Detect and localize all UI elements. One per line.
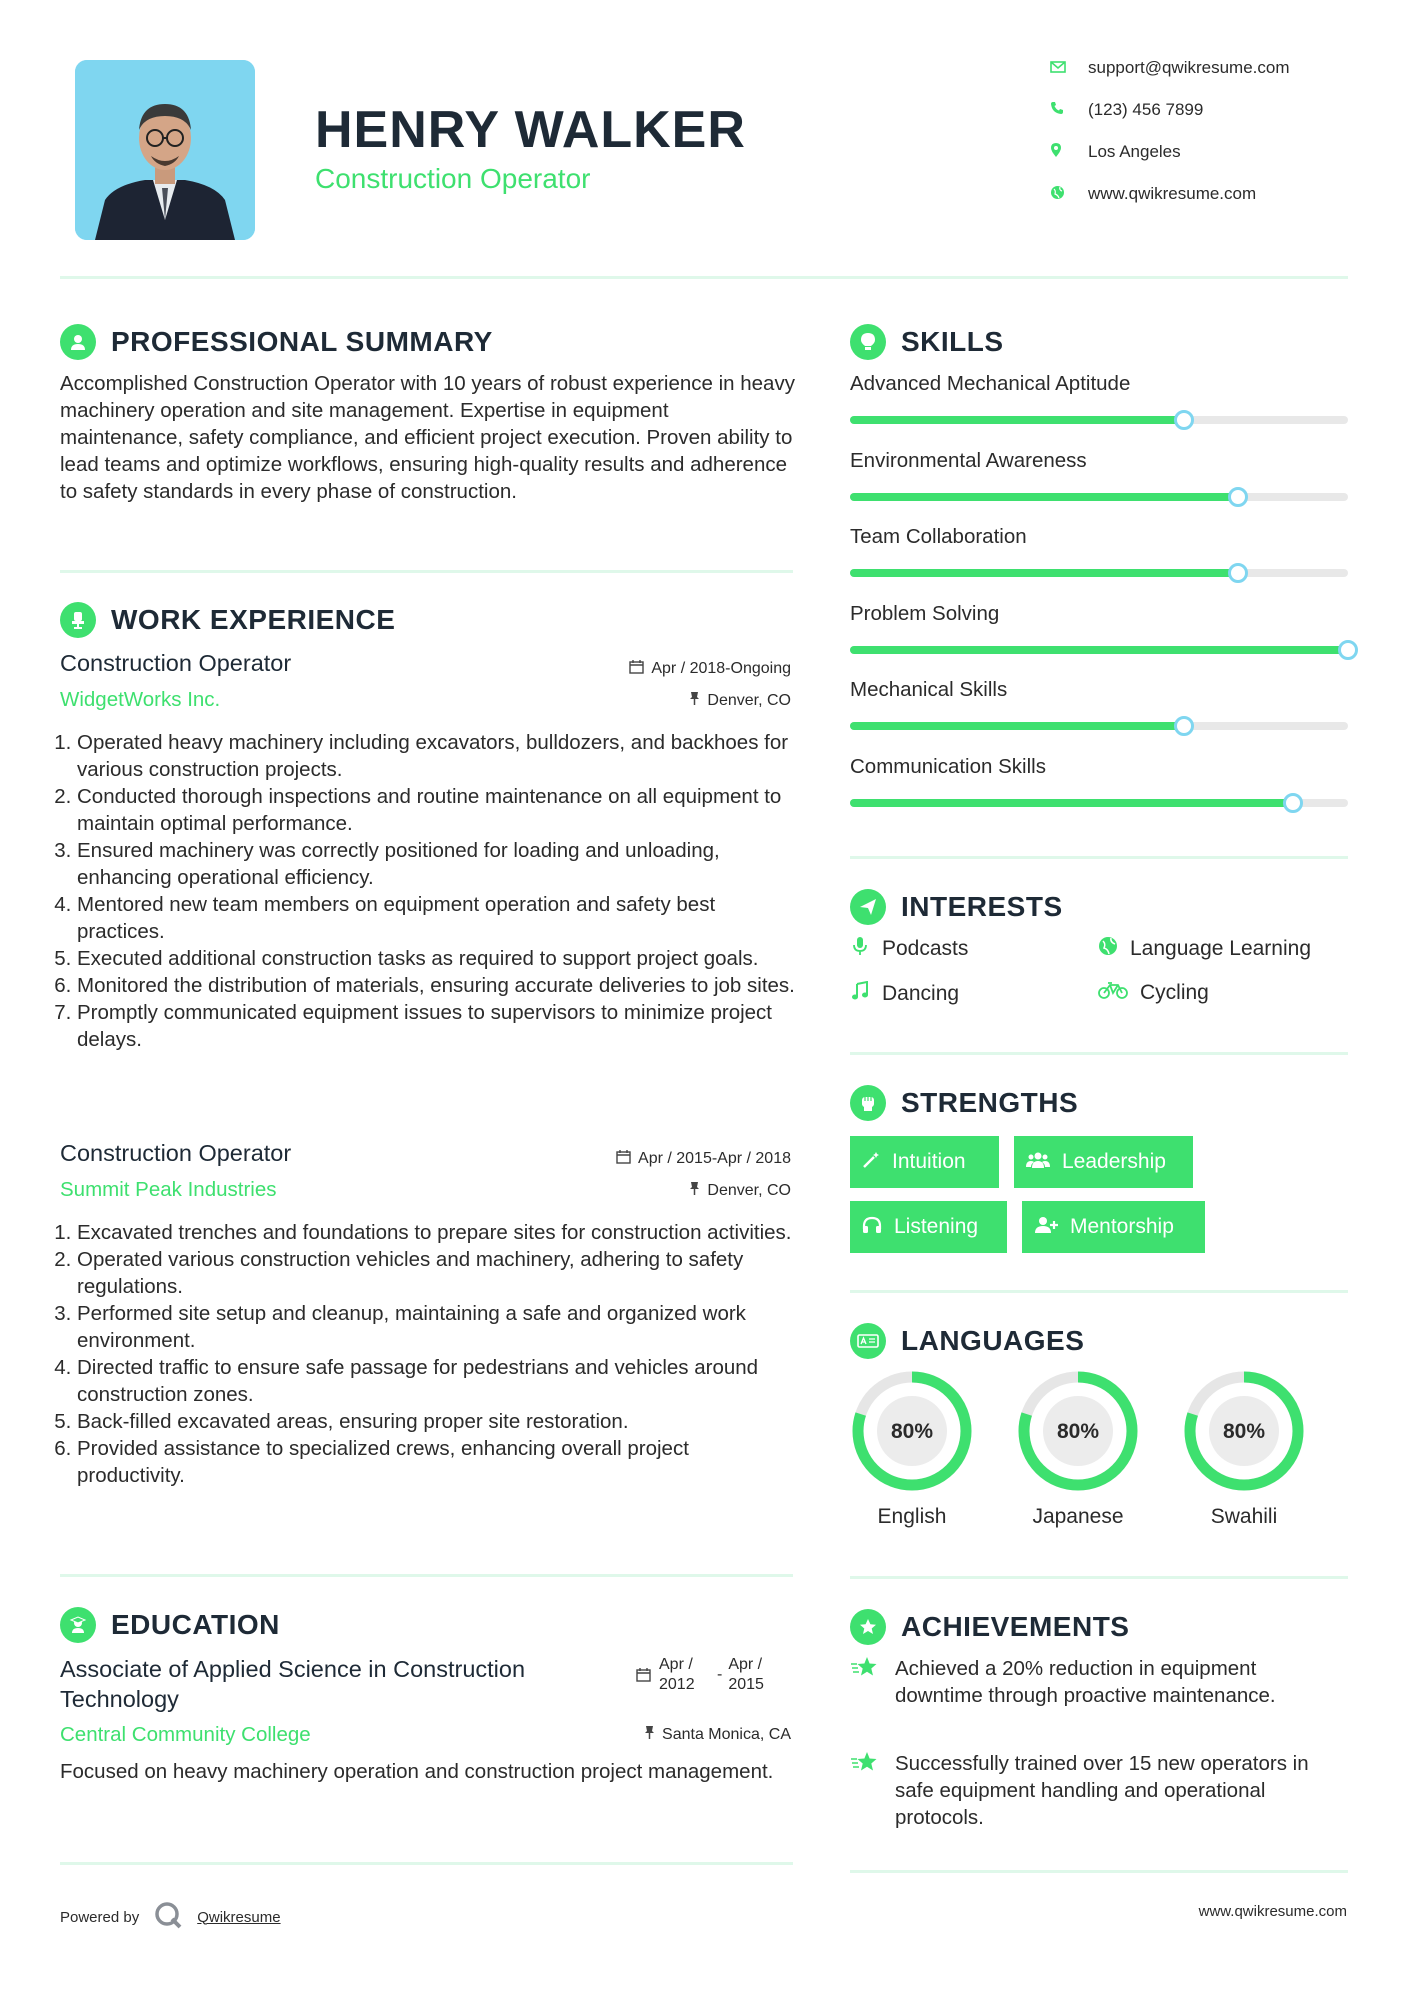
skill-bar-fill [850,416,1184,424]
skill-label: Mechanical Skills [850,678,1008,701]
skill-bar [850,416,1348,424]
phone-text: (123) 456 7899 [1088,100,1204,119]
education-location: Santa Monica, CA [500,1725,791,1744]
skill-bar-fill [850,646,1348,654]
chair-icon [60,602,96,638]
skill-bar-fill [850,799,1293,807]
list-item: 2. Conducted thorough inspections and routine maintenance on all equipment to maintain optimal performance. [77,783,797,837]
website-text: www.qwikresume.com [1088,184,1257,203]
skill-bar [850,493,1348,501]
footer-website[interactable]: www.qwikresume.com [1198,1903,1347,1920]
profile-photo [75,60,255,240]
job-date: Apr / 2015-Apr / 2018 [500,1149,791,1168]
skill-bar-knob [1228,563,1248,583]
achievement-item: Achieved a 20% reduction in equipment downtime through proactive maintenance. [850,1655,1348,1709]
interests-divider [850,1052,1348,1055]
qwikresume-logo-icon [153,1900,183,1934]
job-title: Construction Operator [60,1140,292,1166]
paper-plane-icon [850,889,886,925]
summary-divider [60,570,793,573]
phone-icon [1050,101,1088,119]
skill-bar [850,569,1348,577]
language-name: English [877,1505,947,1528]
school-name: Central Community College [60,1723,311,1746]
list-item: 4. Directed traffic to ensure safe passage for pedestrians and vehicles around construction zones. [77,1354,797,1408]
job-location: Denver, CO [500,1181,791,1200]
list-item: 7. Promptly communicated equipment issues to supervisors to minimize project delays. [77,999,797,1053]
skills-divider [850,856,1348,859]
skill-bar-knob [1338,640,1358,660]
strength-chip-mentorship: Mentorship [1022,1201,1205,1253]
interest-item-podcasts: Podcasts [850,936,968,962]
calendar-icon [636,1667,651,1687]
microphone-icon [850,936,870,962]
education-heading: EDUCATION [60,1607,280,1643]
language-ring [850,1369,974,1493]
qwikresume-link[interactable]: Qwikresume [197,1908,281,1926]
language-percent: 80% [1056,1420,1100,1443]
language-ring [1182,1369,1306,1493]
skill-bar-knob [1283,793,1303,813]
language-percent: 80% [1222,1420,1266,1443]
calendar-icon [616,1149,631,1168]
skill-label: Environmental Awareness [850,448,1087,472]
list-item: 3. Performed site setup and cleanup, maintaining a safe and organized work environment. [77,1300,797,1354]
star-icon [850,1750,895,1831]
user-plus-icon [1034,1216,1058,1239]
job-duties-list [57,1219,797,1489]
language-percent: 80% [890,1420,934,1443]
skill-bar-fill [850,722,1184,730]
list-item: 6. Provided assistance to specialized crews, enhancing overall project productivity. [77,1435,797,1489]
star-icon [850,1655,895,1709]
education-dates: Apr / 2012 - Apr / 2015 [636,1655,780,1695]
footer-powered-by: Powered by Qwikresume [60,1900,281,1934]
contact-website[interactable] [1050,184,1380,204]
achievement-item: Successfully trained over 15 new operators in safe equipment handling and operational protocols. [850,1750,1348,1831]
languages-divider [850,1576,1348,1579]
skill-label: Communication Skills [850,754,1046,778]
job-duties-list [57,729,797,1053]
skills-heading: SKILLS [850,324,1004,360]
skill-bar [850,646,1348,654]
achievements-divider [850,1870,1348,1873]
globe-icon [1050,185,1088,204]
achievements-heading: ACHIEVEMENTS [850,1609,1129,1645]
degree-title: Associate of Applied Science in Construction Technology [60,1656,526,1712]
star-badge-icon [850,1609,886,1645]
language-name: Swahili [1210,1505,1278,1528]
list-item: 5. Executed additional construction tasks as required to support project goals. [77,945,797,972]
email-text: support@qwikresume.com [1088,58,1290,77]
skill-bar-knob [1174,716,1194,736]
skill-bar [850,722,1348,730]
language-card-icon [850,1323,886,1359]
skill-label: Advanced Mechanical Aptitude [850,372,1131,395]
headphones-icon [862,1216,882,1239]
experience-divider [60,1574,793,1577]
location-text: Los Angeles [1088,142,1181,161]
interest-item-cycling: Cycling [1098,981,1209,1005]
graduate-icon [60,1607,96,1643]
skill-bar-fill [850,493,1238,501]
users-icon [1026,1151,1050,1174]
skill-bar-knob [1174,410,1194,430]
skill-label: Team Collaboration [850,525,1027,548]
contact-location [1050,142,1380,162]
envelope-icon [1050,60,1088,77]
interest-item-language-learning: Language Learning [1098,936,1311,962]
candidate-title: Construction Operator [315,163,591,194]
job-company: WidgetWorks Inc. [60,688,221,711]
strength-chip-intuition: Intuition [850,1136,999,1188]
list-item: 2. Operated various construction vehicles and machinery, adhering to safety regulations. [77,1246,797,1300]
strengths-heading: STRENGTHS [850,1085,1078,1121]
list-item: 1. Excavated trenches and foundations to prepare sites for construction activities. [77,1219,797,1246]
interest-item-dancing: Dancing [850,981,959,1007]
experience-heading: WORK EXPERIENCE [60,602,395,638]
pin-icon [689,691,700,710]
fist-icon [850,1085,886,1121]
magic-wand-icon [862,1151,880,1174]
user-icon [60,324,96,360]
education-divider [60,1862,793,1865]
pin-icon [689,1181,700,1200]
job-location: Denver, CO [500,691,791,710]
list-item: 6. Monitored the distribution of materials, ensuring accurate deliveries to job sites. [77,972,797,999]
job-title: Construction Operator [60,650,292,676]
education-description: Focused on heavy machinery operation and construction project management. [60,1760,774,1783]
strengths-divider [850,1290,1348,1293]
contact-email[interactable] [1050,58,1380,78]
strength-chip-leadership: Leadership [1014,1136,1193,1188]
list-item: 3. Ensured machinery was correctly positioned for loading and unloading, enhancing operational efficiency. [77,837,797,891]
bicycle-icon [1098,981,1128,1005]
languages-heading: LANGUAGES [850,1323,1084,1359]
header-divider [60,276,1348,279]
summary-text: Accomplished Construction Operator with 10 years of robust experience in heavy machinery operation and site management. Expertise in equipment maintenance, safety compliance, and efficient project execution. Proven ability to lead teams and optimize workflows, ensuring high-quality results and adherence to safety standards in every phase of construction. [60,372,795,503]
globe-icon [1098,936,1118,962]
contact-phone[interactable] [1050,100,1380,120]
list-item: 5. Back-filled excavated areas, ensuring proper site restoration. [77,1408,797,1435]
language-name: Japanese [1032,1505,1124,1528]
lightbulb-icon [850,324,886,360]
strength-chip-listening: Listening [850,1201,1007,1253]
language-ring [1016,1369,1140,1493]
pin-icon [644,1725,655,1744]
skill-bar-fill [850,569,1238,577]
list-item: 4. Mentored new team members on equipment operation and safety best practices. [77,891,797,945]
list-item: 1. Operated heavy machinery including excavators, bulldozers, and backhoes for various construction projects. [77,729,797,783]
interests-heading: INTERESTS [850,889,1063,925]
job-date: Apr / 2018-Ongoing [500,659,791,678]
skill-bar-knob [1228,487,1248,507]
summary-heading: PROFESSIONAL SUMMARY [60,324,493,360]
skill-label: Problem Solving [850,601,1000,625]
music-icon [850,981,870,1007]
map-pin-icon [1050,142,1088,162]
job-company: Summit Peak Industries [60,1178,277,1201]
skill-bar [850,799,1348,807]
candidate-name: HENRY WALKER [315,101,746,159]
calendar-icon [629,659,644,678]
